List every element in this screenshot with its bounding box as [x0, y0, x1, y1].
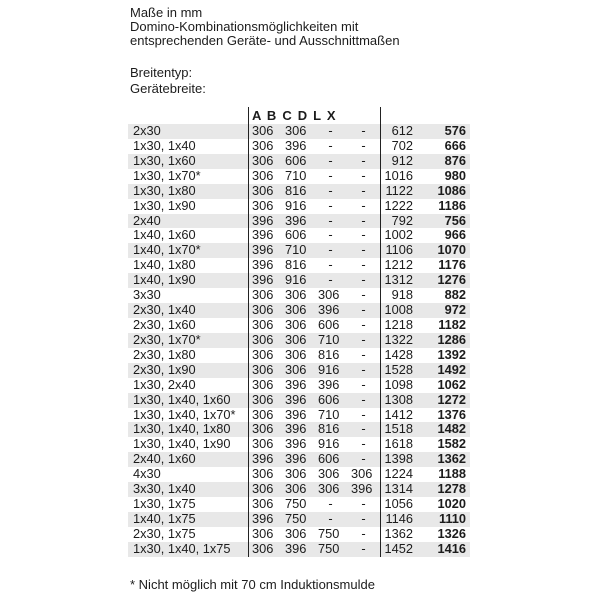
device-width-cell: - — [361, 182, 366, 198]
total-length-cell: 1428 — [384, 346, 413, 362]
device-width-cell: 306 — [252, 376, 274, 392]
row-label: 1x30, 1x40, 1x70* — [133, 407, 236, 422]
device-width-cell: - — [361, 152, 366, 168]
device-width-cell: 306 — [318, 466, 340, 482]
table-rows — [128, 124, 470, 557]
device-width-cell: 396 — [285, 391, 307, 407]
device-width-cell: - — [328, 272, 333, 288]
device-width-cell: - — [328, 227, 333, 243]
total-length-cell: 1098 — [384, 376, 413, 392]
device-width-cell: - — [328, 123, 333, 138]
cutout-width-cell: 966 — [444, 227, 466, 243]
row-label: 2x30, 1x80 — [133, 347, 196, 362]
row-label: 1x30, 1x40 — [133, 138, 196, 153]
total-length-cell: 1308 — [384, 391, 413, 407]
cutout-width-cell: 972 — [444, 302, 466, 318]
device-width-cell: - — [361, 361, 366, 377]
total-length-cell: 1518 — [384, 421, 413, 437]
device-width-cell: - — [361, 525, 366, 541]
device-width-cell: - — [328, 510, 333, 526]
device-width-cell: 916 — [285, 272, 307, 288]
device-width-cell: 306 — [252, 466, 274, 482]
cutout-width-cell: 1272 — [437, 391, 466, 407]
device-width-cell: - — [328, 257, 333, 273]
device-width-cell: - — [361, 272, 366, 288]
device-width-cell: 606 — [318, 391, 340, 407]
device-width-cell: - — [361, 406, 366, 422]
device-width-cell: 306 — [252, 123, 274, 138]
table-header-row — [128, 107, 470, 124]
row-label: 1x40, 1x75 — [133, 511, 196, 526]
total-length-cell: 1146 — [385, 510, 413, 526]
device-width-cell: 306 — [252, 331, 274, 347]
device-width-cell: 396 — [285, 137, 307, 153]
device-width-cell: 396 — [285, 376, 307, 392]
device-width-cell: 306 — [351, 466, 373, 482]
device-width-cell: 396 — [285, 451, 307, 467]
table-separator-line-left — [248, 107, 249, 557]
row-label: 4x30 — [133, 467, 161, 482]
device-width-cell: 306 — [285, 525, 307, 541]
cutout-width-cell: 1086 — [437, 182, 466, 198]
device-width-cell: 396 — [318, 302, 340, 318]
device-width-cell: 306 — [252, 496, 274, 512]
device-width-cell: - — [361, 496, 366, 512]
column-header-letters: A B C D L X — [252, 108, 337, 123]
device-width-cell: - — [361, 167, 366, 183]
total-length-cell: 1314 — [384, 481, 413, 497]
table-row — [128, 228, 470, 243]
table-row — [128, 452, 470, 467]
page-title-block — [130, 6, 400, 48]
device-width-cell: 816 — [318, 346, 340, 362]
device-width-cell: 306 — [285, 287, 307, 303]
device-width-cell: 306 — [252, 316, 274, 332]
total-length-cell: 1002 — [384, 227, 413, 243]
device-width-cell: 306 — [252, 361, 274, 377]
device-width-cell: 916 — [318, 361, 340, 377]
device-width-cell: 396 — [252, 451, 274, 467]
device-width-cell: 606 — [318, 316, 340, 332]
row-label: 2x30, 1x75 — [133, 526, 196, 541]
row-label: 1x30, 1x80 — [133, 183, 196, 198]
table-row — [128, 124, 470, 139]
device-width-cell: 916 — [318, 436, 340, 452]
device-width-cell: 306 — [252, 167, 274, 183]
device-width-cell: - — [328, 197, 333, 213]
device-width-cell: 710 — [285, 242, 307, 258]
total-length-cell: 1106 — [385, 242, 413, 258]
table-row — [128, 482, 470, 497]
total-length-cell: 612 — [391, 123, 413, 138]
table-row — [128, 408, 470, 423]
device-width-cell: - — [361, 391, 366, 407]
device-width-cell: - — [361, 257, 366, 273]
device-width-cell: - — [328, 152, 333, 168]
device-width-cell: 396 — [285, 421, 307, 437]
device-width-cell: 306 — [318, 287, 340, 303]
table-row — [128, 497, 470, 512]
device-width-cell: - — [361, 436, 366, 452]
device-width-cell: 306 — [285, 481, 307, 497]
device-width-cell: 306 — [252, 406, 274, 422]
cutout-width-cell: 1182 — [438, 316, 466, 332]
cutout-width-cell: 980 — [444, 167, 466, 183]
table-row — [128, 184, 470, 199]
device-width-cell: - — [361, 451, 366, 467]
table-row — [128, 422, 470, 437]
table-row — [128, 467, 470, 482]
total-length-cell: 792 — [391, 212, 413, 228]
device-width-cell: 306 — [285, 346, 307, 362]
device-width-cell: 306 — [285, 361, 307, 377]
table-row — [128, 258, 470, 273]
row-label: 1x40, 1x90 — [133, 273, 196, 288]
units-note: Maße in mm — [130, 5, 203, 20]
total-length-cell: 1322 — [384, 331, 413, 347]
device-width-cell: 306 — [285, 466, 307, 482]
cutout-width-cell: 1110 — [438, 510, 466, 526]
device-width-cell: - — [361, 331, 366, 347]
device-width-cell: - — [361, 302, 366, 318]
row-label: 2x30, 1x40 — [133, 303, 196, 318]
cutout-width-cell: 666 — [444, 137, 466, 153]
total-length-cell: 1312 — [384, 272, 413, 288]
device-width-cell: - — [328, 167, 333, 183]
device-width-cell: 306 — [252, 481, 274, 497]
device-width-cell: 306 — [252, 302, 274, 318]
device-width-cell: - — [361, 376, 366, 392]
device-width-cell: 606 — [285, 227, 307, 243]
total-length-cell: 1618 — [384, 436, 413, 452]
device-width-cell: 306 — [285, 316, 307, 332]
width-type-label: Breitentyp: — [130, 65, 193, 80]
row-label: 1x30, 2x40 — [133, 377, 196, 392]
device-width-cell: - — [328, 242, 333, 258]
row-label: 1x30, 1x40, 1x90 — [133, 437, 231, 452]
device-width-cell: 606 — [318, 451, 340, 467]
total-length-cell: 1218 — [384, 316, 413, 332]
total-length-cell: 912 — [391, 152, 413, 168]
row-label: 1x30, 1x70* — [133, 168, 201, 183]
device-width-cell: 816 — [285, 182, 307, 198]
cutout-width-cell: 1362 — [437, 451, 466, 467]
table-row — [128, 288, 470, 303]
device-width-cell: 306 — [252, 152, 274, 168]
total-length-cell: 1008 — [384, 302, 413, 318]
total-length-cell: 1122 — [385, 182, 413, 198]
cutout-width-cell: 1376 — [437, 406, 466, 422]
total-length-cell: 1212 — [384, 257, 413, 273]
cutout-width-cell: 1582 — [437, 436, 466, 452]
row-label: 1x40, 1x80 — [133, 258, 196, 273]
table-row — [128, 512, 470, 527]
cutout-width-cell: 1416 — [437, 540, 466, 556]
device-width-cell: 750 — [285, 510, 307, 526]
row-label: 2x40 — [133, 213, 161, 228]
device-width-cell: 306 — [285, 123, 307, 138]
row-label: 3x30, 1x40 — [133, 482, 196, 497]
table-row — [128, 527, 470, 542]
total-length-cell: 1398 — [384, 451, 413, 467]
device-width-cell: 750 — [285, 496, 307, 512]
device-width-cell: - — [328, 496, 333, 512]
device-width-cell: - — [361, 242, 366, 258]
device-width-label: Gerätebreite: — [130, 80, 206, 96]
cutout-width-cell: 1482 — [437, 421, 466, 437]
cutout-width-cell: 882 — [444, 287, 466, 303]
device-width-cell: - — [361, 123, 366, 138]
table-row — [128, 437, 470, 452]
device-width-cell: 396 — [285, 406, 307, 422]
device-width-cell: - — [328, 137, 333, 153]
table-separator-line-right — [380, 107, 381, 557]
cutout-width-cell: 1188 — [438, 466, 466, 482]
cutout-width-cell: 1186 — [438, 197, 466, 213]
row-label: 2x30, 1x70* — [133, 332, 201, 347]
cutout-width-cell: 576 — [444, 123, 466, 138]
device-width-cell: - — [361, 197, 366, 213]
table-row — [128, 393, 470, 408]
table-row — [128, 318, 470, 333]
row-label: 2x30, 1x60 — [133, 317, 196, 332]
cutout-width-cell: 1326 — [437, 525, 466, 541]
cutout-width-cell: 1392 — [437, 346, 466, 362]
table-row — [128, 199, 470, 214]
device-width-cell: 306 — [252, 421, 274, 437]
cutout-width-cell: 756 — [444, 212, 466, 228]
total-length-cell: 1362 — [384, 525, 413, 541]
row-label: 3x30 — [133, 288, 161, 303]
cutout-width-cell: 1492 — [437, 361, 466, 377]
total-length-cell: 1412 — [384, 406, 413, 422]
device-width-cell: 306 — [252, 287, 274, 303]
device-width-cell: - — [361, 421, 366, 437]
device-width-cell: - — [361, 316, 366, 332]
device-width-cell: - — [361, 287, 366, 303]
device-width-cell: 306 — [285, 302, 307, 318]
table-row — [128, 169, 470, 184]
row-label: 2x40, 1x60 — [133, 452, 196, 467]
page-title-line-1: Domino-Kombinationsmöglichkeiten mit — [130, 19, 359, 34]
device-width-cell: 396 — [318, 376, 340, 392]
device-width-cell: 710 — [318, 406, 340, 422]
cutout-width-cell: 1062 — [437, 376, 466, 392]
device-width-cell: 396 — [252, 510, 274, 526]
row-label: 1x40, 1x60 — [133, 228, 196, 243]
device-width-cell: 306 — [252, 197, 274, 213]
table-row — [128, 243, 470, 258]
cutout-width-cell: 876 — [444, 152, 466, 168]
table-row — [128, 214, 470, 229]
device-width-cell: 396 — [252, 242, 274, 258]
device-width-cell: 816 — [285, 257, 307, 273]
device-width-cell: 396 — [285, 212, 307, 228]
device-width-cell: - — [361, 137, 366, 153]
row-label: 2x30, 1x90 — [133, 362, 196, 377]
total-length-cell: 1528 — [384, 361, 413, 377]
row-label: 1x30, 1x40, 1x80 — [133, 422, 231, 437]
device-width-cell: 396 — [252, 257, 274, 273]
total-length-cell: 1016 — [384, 167, 413, 183]
legend-block — [130, 65, 206, 96]
device-width-cell: 306 — [252, 540, 274, 556]
cutout-width-cell: 1276 — [437, 272, 466, 288]
device-width-cell: - — [361, 227, 366, 243]
device-width-cell: 396 — [252, 272, 274, 288]
table-row — [128, 378, 470, 393]
table-row — [128, 154, 470, 169]
cutout-width-cell: 1020 — [437, 496, 466, 512]
total-length-cell: 702 — [391, 137, 413, 153]
total-length-cell: 1452 — [384, 540, 413, 556]
row-label: 1x30, 1x90 — [133, 198, 196, 213]
device-width-cell: 306 — [252, 436, 274, 452]
device-width-cell: 396 — [285, 540, 307, 556]
row-label: 1x30, 1x60 — [133, 153, 196, 168]
total-length-cell: 918 — [391, 287, 413, 303]
total-length-cell: 1224 — [384, 466, 413, 482]
device-width-cell: - — [361, 346, 366, 362]
footnote: * Nicht möglich mit 70 cm Induktionsmulde — [130, 577, 375, 592]
device-width-cell: 306 — [252, 346, 274, 362]
device-width-cell: - — [361, 540, 366, 556]
device-width-cell: 710 — [318, 331, 340, 347]
device-width-cell: 750 — [318, 525, 340, 541]
table-row — [128, 139, 470, 154]
device-width-cell: 816 — [318, 421, 340, 437]
device-width-cell: 396 — [252, 227, 274, 243]
table-row — [128, 333, 470, 348]
device-width-cell: 916 — [285, 197, 307, 213]
row-label: 1x40, 1x70* — [133, 243, 201, 258]
combination-dimensions-table — [128, 107, 470, 557]
device-width-cell: - — [361, 212, 366, 228]
device-width-cell: 306 — [318, 481, 340, 497]
device-width-cell: - — [361, 510, 366, 526]
total-length-cell: 1222 — [384, 197, 413, 213]
table-row — [128, 273, 470, 288]
device-width-cell: 306 — [285, 331, 307, 347]
cutout-width-cell: 1176 — [438, 257, 466, 273]
device-width-cell: 396 — [285, 436, 307, 452]
device-width-cell: 306 — [252, 525, 274, 541]
device-width-cell: 606 — [285, 152, 307, 168]
table-row — [128, 542, 470, 557]
device-width-cell: - — [328, 212, 333, 228]
device-width-cell: 306 — [252, 391, 274, 407]
device-width-cell: 306 — [252, 137, 274, 153]
table-row — [128, 303, 470, 318]
device-width-cell: 710 — [285, 167, 307, 183]
row-label: 1x30, 1x40, 1x60 — [133, 392, 231, 407]
device-width-cell: 306 — [252, 182, 274, 198]
table-row — [128, 348, 470, 363]
row-label: 1x30, 1x75 — [133, 497, 196, 512]
table-row — [128, 363, 470, 378]
row-label: 1x30, 1x40, 1x75 — [133, 541, 231, 556]
cutout-width-cell: 1286 — [437, 331, 466, 347]
device-width-cell: 396 — [351, 481, 373, 497]
page-title-line-2: entsprechenden Geräte- und Ausschnittmaßen — [130, 33, 400, 48]
device-width-cell: 750 — [318, 540, 340, 556]
device-width-cell: 396 — [252, 212, 274, 228]
row-label: 2x30 — [133, 124, 161, 138]
cutout-width-cell: 1278 — [437, 481, 466, 497]
device-width-cell: - — [328, 182, 333, 198]
cutout-width-cell: 1070 — [437, 242, 466, 258]
total-length-cell: 1056 — [384, 496, 413, 512]
